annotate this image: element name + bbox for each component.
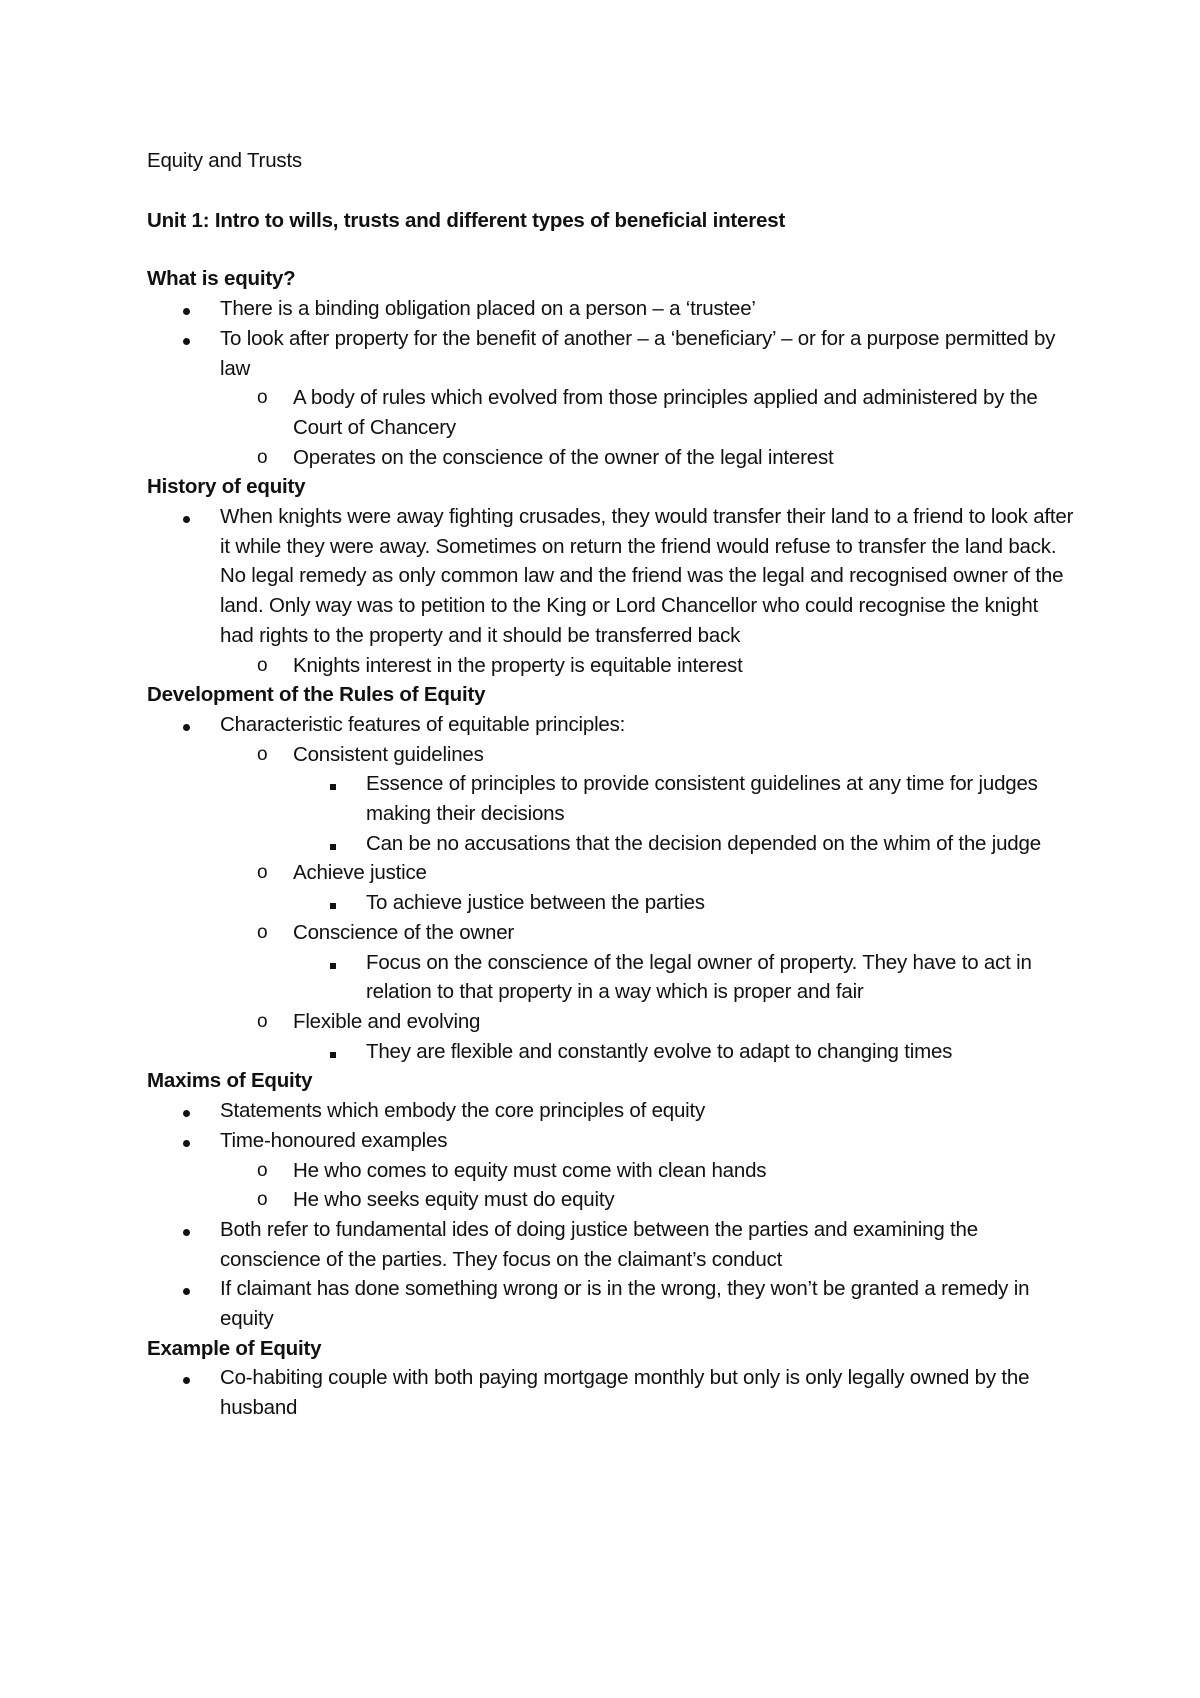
sections-container xyxy=(147,264,1077,1422)
list-item xyxy=(147,1274,1077,1333)
hollow-circle-bullet-icon: o xyxy=(257,921,268,943)
filled-square-icon xyxy=(330,963,336,969)
list-item xyxy=(147,710,1077,740)
hollow-circle-bullet-icon: o xyxy=(257,743,268,765)
list-item-text: Knights interest in the property is equitable interest xyxy=(293,653,743,677)
list-item xyxy=(147,1037,1077,1067)
bullet-list xyxy=(147,1096,1077,1334)
list-item xyxy=(147,502,1077,651)
hollow-circle-bullet-icon: o xyxy=(257,387,268,409)
list-item xyxy=(147,1185,1077,1215)
bullet-dot-icon xyxy=(183,294,190,324)
list-item-text: Operates on the conscience of the owner of the legal interest xyxy=(293,445,834,469)
list-item xyxy=(147,888,1077,918)
square-bullet-icon xyxy=(330,769,336,799)
hollow-circle-bullet-icon: o xyxy=(257,862,268,884)
section-heading: Maxims of Equity xyxy=(147,1069,313,1093)
section xyxy=(147,1066,1077,1333)
bullet-dot-icon xyxy=(183,502,190,532)
section-heading: Development of the Rules of Equity xyxy=(147,683,486,707)
hollow-circle-bullet-icon: o xyxy=(257,1189,268,1211)
list-item-text: He who seeks equity must do equity xyxy=(293,1188,615,1212)
filled-circle-icon xyxy=(183,724,190,731)
filled-circle-icon xyxy=(183,1140,190,1147)
filled-circle-icon xyxy=(183,308,190,315)
hollow-circle-bullet-icon: o xyxy=(257,1010,268,1032)
list-item xyxy=(147,1096,1077,1126)
bullet-dot-icon xyxy=(183,1096,190,1126)
square-bullet-icon xyxy=(330,888,336,918)
list-item-text: When knights were away fighting crusades, they would transfer their land to a friend to look after it while they were away. Sometimes on return the friend would refuse to transfer the land back. No legal remedy as only common law and the friend was the legal and recognised owner of the land. Only way was to petition to the King or Lord Chancellor who could recognise the knight had rights to the property and it should be transferred back xyxy=(220,505,1074,647)
list-item xyxy=(147,1215,1077,1274)
filled-square-icon xyxy=(330,1052,336,1058)
filled-square-icon xyxy=(330,903,336,909)
filled-circle-icon xyxy=(183,516,190,523)
list-item xyxy=(147,651,1077,681)
list-item-text: Flexible and evolving xyxy=(293,1009,481,1033)
document-body xyxy=(147,146,1077,1423)
list-item-text: Both refer to fundamental ides of doing justice between the parties and examining the conscience of the parties. They focus on the claimant’s conduct xyxy=(220,1217,978,1271)
section-heading: What is equity? xyxy=(147,267,296,291)
list-item-text: Co-habiting couple with both paying mortgage monthly but only is only legally owned by the husband xyxy=(220,1366,1030,1420)
hollow-circle-bullet-icon: o xyxy=(257,1159,268,1181)
filled-circle-icon xyxy=(183,1229,190,1236)
list-item xyxy=(147,829,1077,859)
hollow-circle-bullet-icon: o xyxy=(257,446,268,468)
list-item-text: Statements which embody the core principles of equity xyxy=(220,1099,706,1123)
list-item-text: Consistent guidelines xyxy=(293,742,484,766)
list-item xyxy=(147,324,1077,383)
list-item-text: He who comes to equity must come with clean hands xyxy=(293,1158,767,1182)
list-item-text: They are flexible and constantly evolve to adapt to changing times xyxy=(366,1039,953,1063)
list-item-text: A body of rules which evolved from those principles applied and administered by the Court of Chancery xyxy=(293,386,1038,439)
list-item xyxy=(147,383,1077,442)
section xyxy=(147,472,1077,680)
section xyxy=(147,264,1077,472)
list-item xyxy=(147,1126,1077,1156)
section xyxy=(147,1334,1077,1423)
filled-circle-icon xyxy=(183,1110,190,1117)
bullet-dot-icon xyxy=(183,324,190,354)
filled-circle-icon xyxy=(183,1377,190,1384)
bullet-list xyxy=(147,502,1077,680)
list-item-text: Characteristic features of equitable principles: xyxy=(220,712,626,736)
bullet-dot-icon xyxy=(183,710,190,740)
document-title: Equity and Trusts xyxy=(147,149,302,172)
list-item xyxy=(147,1007,1077,1037)
filled-circle-icon xyxy=(183,1288,190,1295)
list-item-text: Can be no accusations that the decision depended on the whim of the judge xyxy=(366,831,1041,855)
list-item-text: Focus on the conscience of the legal owner of property. They have to act in relation to that property in a way which is proper and fair xyxy=(366,950,1032,1004)
list-item xyxy=(147,858,1077,888)
list-item xyxy=(147,1156,1077,1186)
filled-square-icon xyxy=(330,784,336,790)
square-bullet-icon xyxy=(330,829,336,859)
bullet-dot-icon xyxy=(183,1126,190,1156)
filled-circle-icon xyxy=(183,338,190,345)
list-item-text: If claimant has done something wrong or is in the wrong, they won’t be granted a remedy in equity xyxy=(220,1277,1030,1331)
bullet-list xyxy=(147,1363,1077,1422)
list-item-text: To look after property for the benefit of another – a ‘beneficiary’ – or for a purpose permitted by law xyxy=(220,326,1056,380)
list-item xyxy=(147,948,1077,1007)
square-bullet-icon xyxy=(330,948,336,978)
list-item xyxy=(147,1363,1077,1422)
unit-title: Unit 1: Intro to wills, trusts and different types of beneficial interest xyxy=(147,208,786,232)
list-item-text: There is a binding obligation placed on a person – a ‘trustee’ xyxy=(220,297,756,321)
square-bullet-icon xyxy=(330,1037,336,1067)
bullet-list xyxy=(147,294,1077,472)
list-item xyxy=(147,769,1077,828)
list-item xyxy=(147,294,1077,324)
hollow-circle-bullet-icon: o xyxy=(257,654,268,676)
list-item xyxy=(147,740,1077,770)
section xyxy=(147,680,1077,1066)
bullet-list xyxy=(147,710,1077,1066)
list-item-text: Achieve justice xyxy=(293,861,427,885)
section-heading: Example of Equity xyxy=(147,1336,322,1360)
list-item xyxy=(147,918,1077,948)
list-item-text: To achieve justice between the parties xyxy=(366,891,705,915)
bullet-dot-icon xyxy=(183,1215,190,1245)
list-item-text: Conscience of the owner xyxy=(293,920,515,944)
bullet-dot-icon xyxy=(183,1363,190,1393)
list-item-text: Essence of principles to provide consistent guidelines at any time for judges making their decisions xyxy=(366,772,1038,826)
filled-square-icon xyxy=(330,844,336,850)
bullet-dot-icon xyxy=(183,1274,190,1304)
list-item xyxy=(147,443,1077,473)
section-heading: History of equity xyxy=(147,475,306,499)
list-item-text: Time-honoured examples xyxy=(220,1128,448,1152)
